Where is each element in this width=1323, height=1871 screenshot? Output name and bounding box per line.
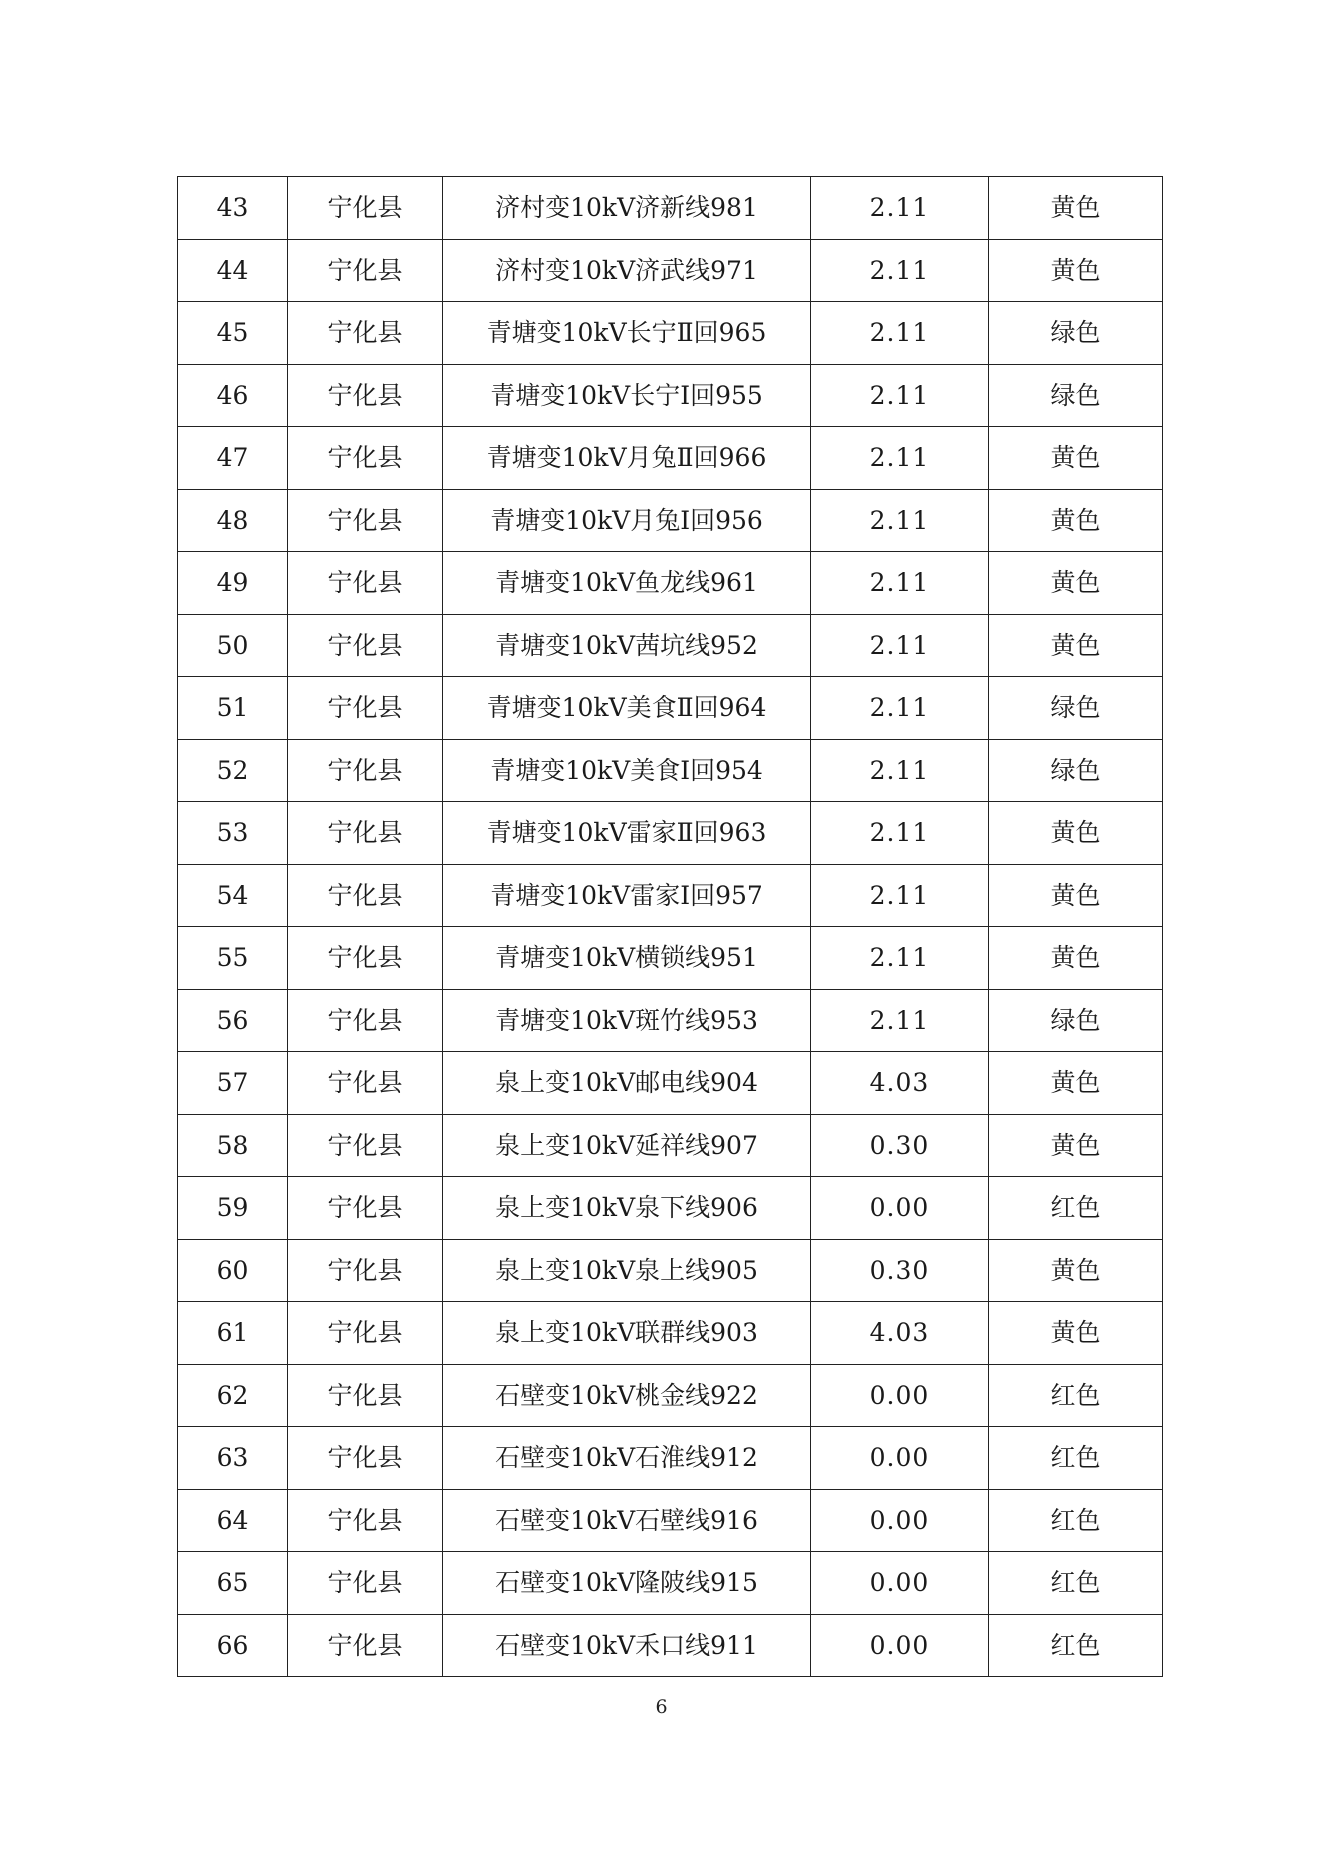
color-level-cell: 黄色 — [989, 427, 1163, 490]
county-cell: 宁化县 — [288, 1614, 443, 1677]
line-name-cell: 济村变10kV济新线981 — [443, 177, 811, 240]
row-number-cell: 49 — [178, 552, 288, 615]
county-cell: 宁化县 — [288, 302, 443, 365]
county-cell: 宁化县 — [288, 1239, 443, 1302]
line-name-cell: 石壁变10kV石壁线916 — [443, 1489, 811, 1552]
row-number-cell: 50 — [178, 614, 288, 677]
table-row — [178, 989, 1163, 1052]
county-cell: 宁化县 — [288, 614, 443, 677]
value-cell: 2.11 — [811, 489, 989, 552]
row-number-cell: 62 — [178, 1364, 288, 1427]
line-name-cell: 青塘变10kV横锁线951 — [443, 927, 811, 990]
row-number-cell: 53 — [178, 802, 288, 865]
county-cell: 宁化县 — [288, 427, 443, 490]
row-number-cell: 47 — [178, 427, 288, 490]
color-level-cell: 黄色 — [989, 1052, 1163, 1115]
table-body — [178, 177, 1163, 1677]
county-cell: 宁化县 — [288, 1552, 443, 1615]
color-level-cell: 红色 — [989, 1177, 1163, 1240]
value-cell: 2.11 — [811, 614, 989, 677]
line-name-cell: 青塘变10kV斑竹线953 — [443, 989, 811, 1052]
value-cell: 4.03 — [811, 1052, 989, 1115]
county-cell: 宁化县 — [288, 1052, 443, 1115]
value-cell: 2.11 — [811, 739, 989, 802]
county-cell: 宁化县 — [288, 802, 443, 865]
value-cell: 2.11 — [811, 989, 989, 1052]
row-number-cell: 61 — [178, 1302, 288, 1365]
line-name-cell: 石壁变10kV隆陂线915 — [443, 1552, 811, 1615]
value-cell: 2.11 — [811, 552, 989, 615]
table-row — [178, 427, 1163, 490]
table-row — [178, 1114, 1163, 1177]
color-level-cell: 绿色 — [989, 739, 1163, 802]
line-name-cell: 青塘变10kV雷家Ⅰ回957 — [443, 864, 811, 927]
table-row — [178, 677, 1163, 740]
color-level-cell: 绿色 — [989, 302, 1163, 365]
county-cell: 宁化县 — [288, 927, 443, 990]
page-number: 6 — [655, 1696, 668, 1718]
line-name-cell: 石壁变10kV桃金线922 — [443, 1364, 811, 1427]
row-number-cell: 55 — [178, 927, 288, 990]
table-row — [178, 739, 1163, 802]
county-cell: 宁化县 — [288, 552, 443, 615]
line-name-cell: 青塘变10kV月兔Ⅰ回956 — [443, 489, 811, 552]
value-cell: 0.00 — [811, 1177, 989, 1240]
color-level-cell: 黄色 — [989, 552, 1163, 615]
row-number-cell: 48 — [178, 489, 288, 552]
row-number-cell: 63 — [178, 1427, 288, 1490]
county-cell: 宁化县 — [288, 1364, 443, 1427]
row-number-cell: 51 — [178, 677, 288, 740]
line-name-cell: 石壁变10kV禾口线911 — [443, 1614, 811, 1677]
color-level-cell: 绿色 — [989, 364, 1163, 427]
row-number-cell: 57 — [178, 1052, 288, 1115]
county-cell: 宁化县 — [288, 489, 443, 552]
value-cell: 2.11 — [811, 177, 989, 240]
line-name-cell: 石壁变10kV石淮线912 — [443, 1427, 811, 1490]
value-cell: 0.00 — [811, 1552, 989, 1615]
county-cell: 宁化县 — [288, 677, 443, 740]
table-row — [178, 177, 1163, 240]
line-status-table — [177, 176, 1163, 1677]
table-row — [178, 552, 1163, 615]
line-name-cell: 青塘变10kV美食Ⅱ回964 — [443, 677, 811, 740]
table-row — [178, 1302, 1163, 1365]
county-cell: 宁化县 — [288, 864, 443, 927]
color-level-cell: 黄色 — [989, 927, 1163, 990]
table-row — [178, 802, 1163, 865]
table-row — [178, 302, 1163, 365]
county-cell: 宁化县 — [288, 989, 443, 1052]
color-level-cell: 黄色 — [989, 239, 1163, 302]
row-number-cell: 52 — [178, 739, 288, 802]
table-row — [178, 1364, 1163, 1427]
table-row — [178, 927, 1163, 990]
color-level-cell: 黄色 — [989, 1239, 1163, 1302]
value-cell: 2.11 — [811, 864, 989, 927]
table-row — [178, 864, 1163, 927]
table-row — [178, 1614, 1163, 1677]
row-number-cell: 59 — [178, 1177, 288, 1240]
value-cell: 2.11 — [811, 239, 989, 302]
row-number-cell: 54 — [178, 864, 288, 927]
line-name-cell: 青塘变10kV美食Ⅰ回954 — [443, 739, 811, 802]
color-level-cell: 黄色 — [989, 614, 1163, 677]
row-number-cell: 46 — [178, 364, 288, 427]
county-cell: 宁化县 — [288, 1177, 443, 1240]
value-cell: 4.03 — [811, 1302, 989, 1365]
color-level-cell: 红色 — [989, 1427, 1163, 1490]
row-number-cell: 65 — [178, 1552, 288, 1615]
county-cell: 宁化县 — [288, 739, 443, 802]
table-row — [178, 364, 1163, 427]
table-row — [178, 239, 1163, 302]
value-cell: 2.11 — [811, 364, 989, 427]
value-cell: 2.11 — [811, 927, 989, 990]
line-name-cell: 泉上变10kV泉上线905 — [443, 1239, 811, 1302]
row-number-cell: 45 — [178, 302, 288, 365]
value-cell: 2.11 — [811, 802, 989, 865]
row-number-cell: 43 — [178, 177, 288, 240]
line-name-cell: 泉上变10kV泉下线906 — [443, 1177, 811, 1240]
table-row — [178, 1489, 1163, 1552]
color-level-cell: 红色 — [989, 1614, 1163, 1677]
color-level-cell: 黄色 — [989, 1114, 1163, 1177]
value-cell: 0.00 — [811, 1427, 989, 1490]
value-cell: 2.11 — [811, 302, 989, 365]
color-level-cell: 黄色 — [989, 177, 1163, 240]
county-cell: 宁化县 — [288, 1489, 443, 1552]
row-number-cell: 66 — [178, 1614, 288, 1677]
value-cell: 0.00 — [811, 1614, 989, 1677]
color-level-cell: 黄色 — [989, 864, 1163, 927]
table-row — [178, 1427, 1163, 1490]
county-cell: 宁化县 — [288, 1427, 443, 1490]
table-row — [178, 489, 1163, 552]
line-name-cell: 青塘变10kV雷家Ⅱ回963 — [443, 802, 811, 865]
line-name-cell: 泉上变10kV延祥线907 — [443, 1114, 811, 1177]
color-level-cell: 红色 — [989, 1364, 1163, 1427]
line-name-cell: 青塘变10kV月兔Ⅱ回966 — [443, 427, 811, 490]
table-row — [178, 614, 1163, 677]
row-number-cell: 64 — [178, 1489, 288, 1552]
county-cell: 宁化县 — [288, 177, 443, 240]
color-level-cell: 黄色 — [989, 489, 1163, 552]
color-level-cell: 红色 — [989, 1489, 1163, 1552]
color-level-cell: 绿色 — [989, 677, 1163, 740]
row-number-cell: 56 — [178, 989, 288, 1052]
value-cell: 0.00 — [811, 1364, 989, 1427]
county-cell: 宁化县 — [288, 364, 443, 427]
table-row — [178, 1552, 1163, 1615]
line-name-cell: 青塘变10kV长宁Ⅱ回965 — [443, 302, 811, 365]
row-number-cell: 58 — [178, 1114, 288, 1177]
row-number-cell: 60 — [178, 1239, 288, 1302]
line-name-cell: 泉上变10kV联群线903 — [443, 1302, 811, 1365]
color-level-cell: 红色 — [989, 1552, 1163, 1615]
value-cell: 2.11 — [811, 677, 989, 740]
table-row — [178, 1052, 1163, 1115]
table-row — [178, 1239, 1163, 1302]
county-cell: 宁化县 — [288, 239, 443, 302]
county-cell: 宁化县 — [288, 1114, 443, 1177]
line-name-cell: 青塘变10kV鱼龙线961 — [443, 552, 811, 615]
line-name-cell: 青塘变10kV长宁Ⅰ回955 — [443, 364, 811, 427]
line-name-cell: 济村变10kV济武线971 — [443, 239, 811, 302]
value-cell: 0.00 — [811, 1489, 989, 1552]
color-level-cell: 黄色 — [989, 1302, 1163, 1365]
color-level-cell: 绿色 — [989, 989, 1163, 1052]
line-name-cell: 泉上变10kV邮电线904 — [443, 1052, 811, 1115]
row-number-cell: 44 — [178, 239, 288, 302]
color-level-cell: 黄色 — [989, 802, 1163, 865]
table-row — [178, 1177, 1163, 1240]
county-cell: 宁化县 — [288, 1302, 443, 1365]
value-cell: 0.30 — [811, 1114, 989, 1177]
line-name-cell: 青塘变10kV茜坑线952 — [443, 614, 811, 677]
value-cell: 2.11 — [811, 427, 989, 490]
value-cell: 0.30 — [811, 1239, 989, 1302]
